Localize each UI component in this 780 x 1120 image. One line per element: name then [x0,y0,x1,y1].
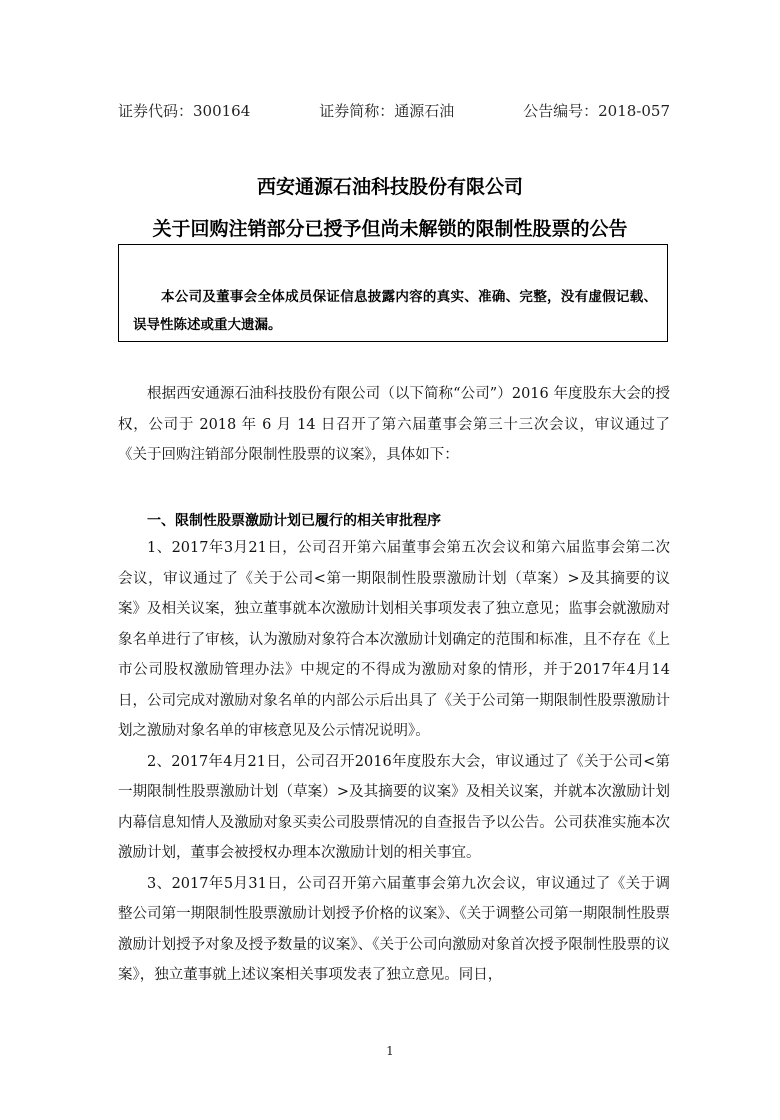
page-number: 1 [386,1044,394,1058]
section-body [118,533,670,991]
list-item: 3、2017年5月31日，公司召开第六届董事会第九次会议，审议通过了《关于调整公司第一期限制性股票激励计划授予价格的议案》、《关于调整公司第一期限制性股票激励计划授予对象及授予数量的议案》、《关于公司向激励对象首次授予限制性股票的议案》，独立董事就上述议案相关事项发表了独立意见。同日， [118,875,670,983]
disclosure-notice-box [118,244,668,342]
intro-paragraph: 根据西安通源石油科技股份有限公司（以下简称“公司”）2016 年度股东大会的授权，公司于 2018 年 6 月 14 日召开了第六届董事会第三十三次会议，审议通过了《关于回购注销部分限制性股票的议案》，具体如下： [118,386,670,463]
list-item: 1、2017年3月21日，公司召开第六届董事会第五次会议和第六届监事会第二次会议，审议通过了《关于公司<第一期限制性股票激励计划（草案）>及其摘要的议案》及相关议案，独立董事就本次激励计划相关事项发表了独立意见；监事会就激励对象名单进行了审核，认为激励对象符合本次激励计划确定的范围和标准，且不存在《上市公司股权激励管理办法》中规定的不得成为激励对象的情形，并于2017年4月14日，公司完成对激励对象名单的内部公示后出具了《关于公司第一期限制性股票激励计划之激励对象名单的审核意见及公示情况说明》。 [118,540,670,739]
intro-section [118,379,670,471]
document-header [118,101,670,121]
disclosure-notice-text: 本公司及董事会全体成员保证信息披露内容的真实、准确、完整，没有虚假记载、误导性陈述或重大遗漏。 [133,289,657,333]
list-item: 2、2017年4月21日，公司召开2016年度股东大会，审议通过了《关于公司<第一期限制性股票激励计划（草案）>及其摘要的议案》及相关议案，并就本次激励计划内幕信息知情人及激励对象买卖公司股票情况的自查报告予以公告。公司获准实施本次激励计划，董事会被授权办理本次激励计划的相关事宜。 [118,753,670,861]
company-title: 西安通源石油科技股份有限公司 [256,176,523,198]
section-heading: 一、限制性股票激励计划已履行的相关审批程序 [147,513,441,529]
stock-code: 证券代码：300164 [118,102,251,120]
announcement-number: 公告编号：2018-057 [523,102,670,120]
stock-abbreviation: 证券简称：通源石油 [319,102,455,120]
announcement-title: 关于回购注销部分已授予但尚未解锁的限制性股票的公告 [152,218,628,240]
